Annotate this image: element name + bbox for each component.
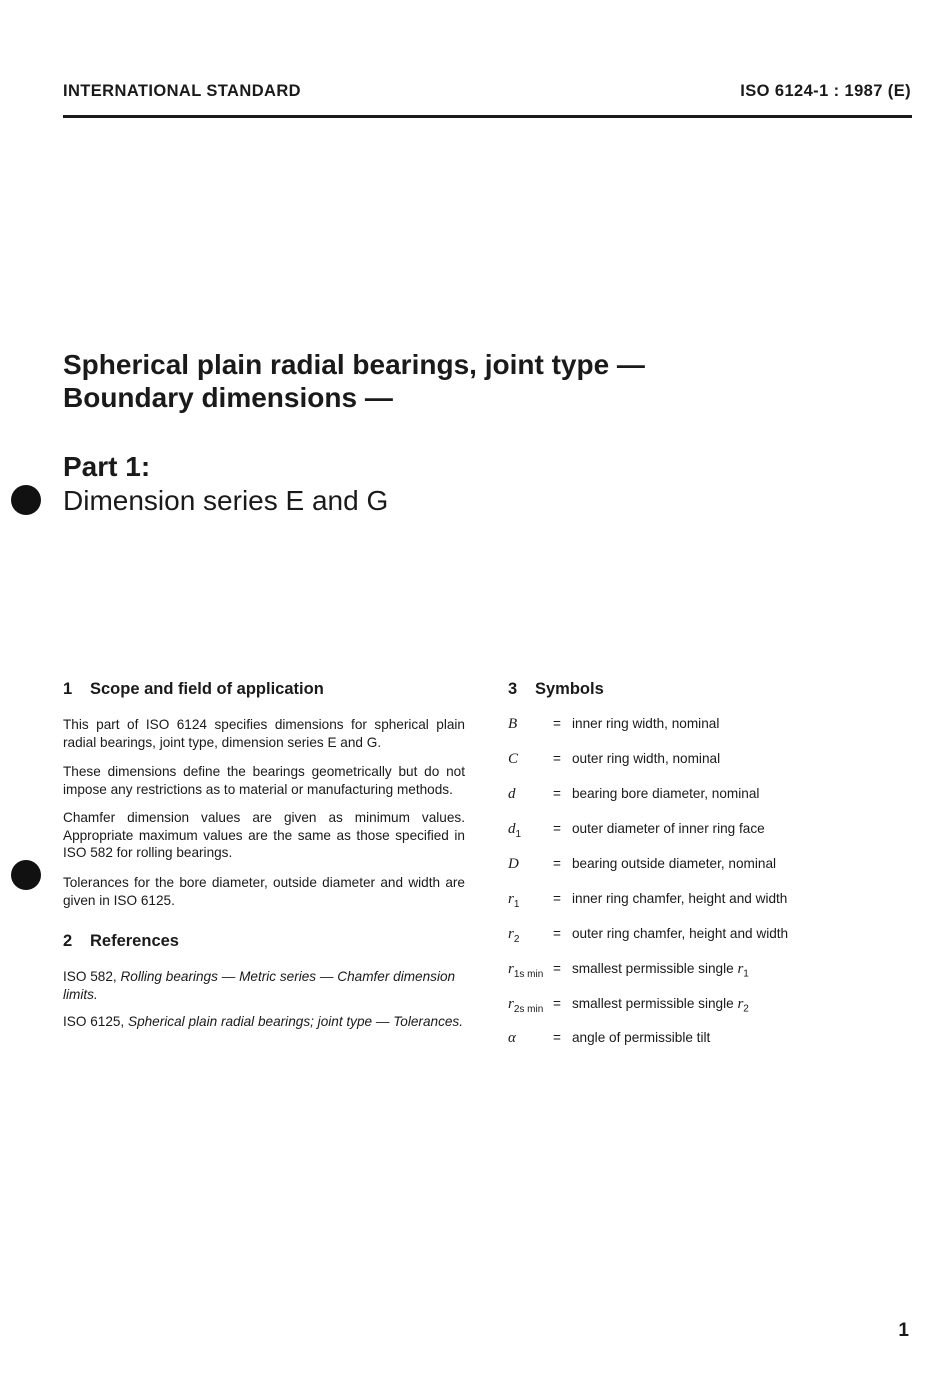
section-1-heading [63,680,324,699]
scope-paragraph-1: This part of ISO 6124 specifies dimensions for spherical plain radial bearings, joint type, dimension series E and G. [63,717,465,750]
symbol-description: smallest permissible single $r_1$ [572,961,749,980]
symbol-description: inner ring chamfer, height and width [572,891,788,906]
reference-code: ISO 582, [63,969,117,984]
punch-hole-mark-lower [11,860,41,890]
header-standard-label: INTERNATIONAL STANDARD [63,82,301,100]
reference-item [63,968,465,1003]
symbol-description: bearing bore diameter, nominal [572,786,760,801]
part-subtitle: Dimension series E and G [63,485,389,516]
equals-sign: = [553,891,561,906]
scope-paragraph-4: Tolerances for the bore diameter, outside diameter and width are given in ISO 6125. [63,875,465,908]
reference-item [63,1013,465,1031]
section-3-heading [508,680,604,699]
part-label: Part 1: [63,451,151,482]
equals-sign: = [553,856,561,871]
section-1-title: Scope and field of application [90,680,324,698]
equals-sign: = [553,786,561,801]
symbol: d [508,786,516,802]
scope-paragraph-2: These dimensions define the bearings geometrically but do not impose any restrictions as to material or manufacturing methods. [63,764,465,797]
symbol: C [508,751,519,767]
punch-hole-mark-upper [11,485,41,515]
header-rule [63,115,912,118]
title-line-2: Boundary dimensions — [63,382,393,413]
equals-sign: = [553,926,561,941]
header-document-id: ISO 6124-1 : 1987 (E) [740,82,911,100]
section-1-number: 1 [63,680,73,698]
symbol: D [508,856,519,872]
title-line-1: Spherical plain radial bearings, joint type — [63,349,645,380]
section-2-number: 2 [63,932,73,950]
symbol: $r_1$ [508,891,520,910]
section-3-title: Symbols [535,680,604,698]
symbol: B [508,716,518,732]
equals-sign: = [553,961,561,976]
section-3-number: 3 [508,680,518,698]
equals-sign: = [553,716,561,731]
symbol-description: angle of permissible tilt [572,1030,711,1045]
reference-title: Spherical plain radial bearings; joint type — Tolerances. [128,1014,463,1029]
page-number: 1 [898,1320,909,1341]
symbol: $r_{1s min}$ [508,961,544,980]
document-title [63,348,645,414]
reference-title: Rolling bearings — Metric series — Chamfer dimension limits. [63,969,456,1002]
symbol-description: outer ring width, nominal [572,751,721,766]
equals-sign: = [553,1030,561,1045]
section-2-heading [63,932,179,951]
equals-sign: = [553,821,561,836]
equals-sign: = [553,996,561,1011]
scope-paragraph-3: Chamfer dimension values are given as minimum values. Appropriate maximum values are the same as those specified in ISO 582 for rolling bearings. [63,810,465,860]
equals-sign: = [553,751,561,766]
reference-code: ISO 6125, [63,1014,125,1029]
symbol-description: outer diameter of inner ring face [572,821,765,836]
symbol: $r_2$ [508,926,520,945]
section-2-title: References [90,932,179,950]
symbol: $d_1$ [508,821,522,840]
symbol-description: smallest permissible single $r_2$ [572,996,749,1015]
symbol: α [508,1030,516,1046]
symbol-description: bearing outside diameter, nominal [572,856,777,871]
symbol: $r_{2s min}$ [508,996,544,1015]
symbol-description: inner ring width, nominal [572,716,720,731]
symbol-description: outer ring chamfer, height and width [572,926,789,941]
